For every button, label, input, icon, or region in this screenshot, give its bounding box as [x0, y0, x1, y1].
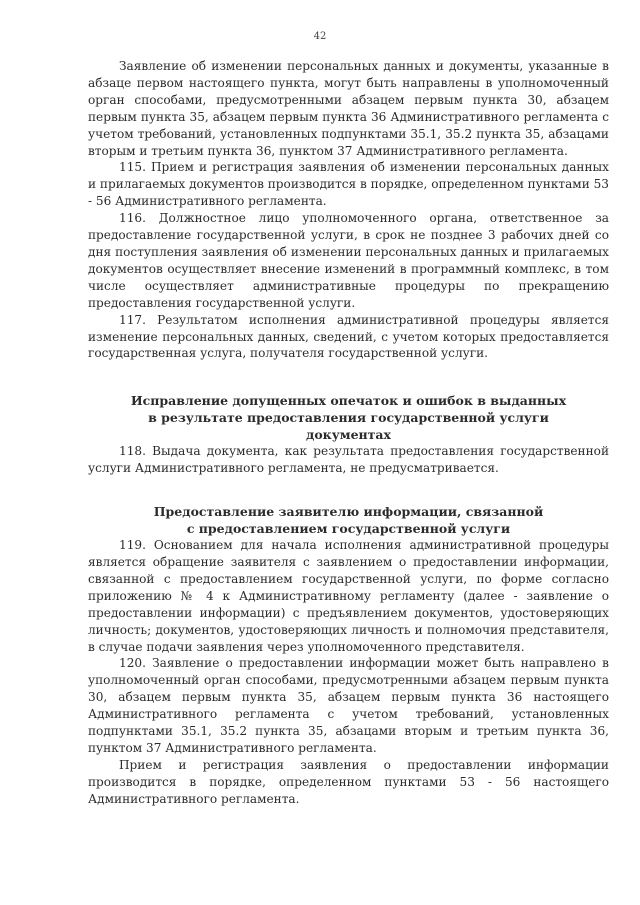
- section-heading-corrections: [88, 392, 609, 443]
- heading-line: с предоставлением государственной услуги: [186, 521, 511, 537]
- paragraph-120: 120. Заявление о предоставлении информации может быть направлено в уполномоченный орган способами, предусмотренными абзацем первым пункта 30, абзацем первым пункта 35, абзацем первым пункта 36 настоящего Административного регламента с учетом требований, установленных подпунктами 35.1, 35.2 пункта 35, абзацами вторым и третьим пункта 36, пунктом 37 Административного регламента.: [88, 656, 609, 755]
- page-number: 42: [313, 31, 327, 42]
- heading-line: документах: [306, 427, 391, 443]
- heading-line: в результате предоставления государственной услуги: [148, 410, 549, 426]
- paragraph-114-continued: Заявление об изменении персональных данных и документы, указанные в абзаце первом настоящего пункта, могут быть направлены в уполномоченный орган способами, предусмотренными абзацем первым пункта 30, абзацем первым пункта 35, абзацем первым пункта 36 Административного регламента с учетом требований, установленных подпунктами 35.1, 35.2 пункта 35, абзацами вторым и третьим пункта 36, пунктом 37 Административного регламента.: [88, 59, 609, 158]
- paragraph-116: 116. Должностное лицо уполномоченного органа, ответственное за предоставление государственной услуги, в срок не позднее 3 рабочих дней со дня поступления заявления об изменении персональных данных и прилагаемых документов осуществляет внесение изменений в программный комплекс, в том числе осуществляет административные процедуры по прекращению предоставления государственной услуги.: [88, 211, 609, 310]
- document-body: [88, 58, 609, 808]
- section-heading-information: [88, 503, 609, 537]
- heading-line: Исправление допущенных опечаток и ошибок в выданных: [130, 393, 567, 409]
- paragraph-120-continued: Прием и регистрация заявления о предоставлении информации производится в порядке, определенном пунктами 53 - 56 настоящего Административного регламента.: [88, 757, 609, 806]
- paragraph-117: 117. Результатом исполнения административной процедуры является изменение персональных данных, сведений, с учетом которых предоставляется государственная услуга, получателя государственной услуги.: [88, 312, 609, 361]
- paragraph-115: 115. Прием и регистрация заявления об изменении персональных данных и прилагаемых документов производится в порядке, определенном пунктами 53 - 56 Административного регламента.: [88, 160, 609, 209]
- paragraph-118: 118. Выдача документа, как результата предоставления государственной услуги Административного регламента, не предусматривается.: [88, 444, 609, 476]
- paragraph-119: 119. Основанием для начала исполнения административной процедуры является обращение заявителя с заявлением о предоставлении информации, связанной с предоставлением государственной услуги, по форме согласно приложению № 4 к Административному регламенту (далее - заявление о предоставлении информации) с предъявлением документов, удостоверяющих личность; документов, удостоверяющих личность и полномочия представителя, в случае подачи заявления через уполномоченного представителя.: [88, 538, 609, 654]
- heading-line: Предоставление заявителю информации, связанной: [153, 504, 544, 520]
